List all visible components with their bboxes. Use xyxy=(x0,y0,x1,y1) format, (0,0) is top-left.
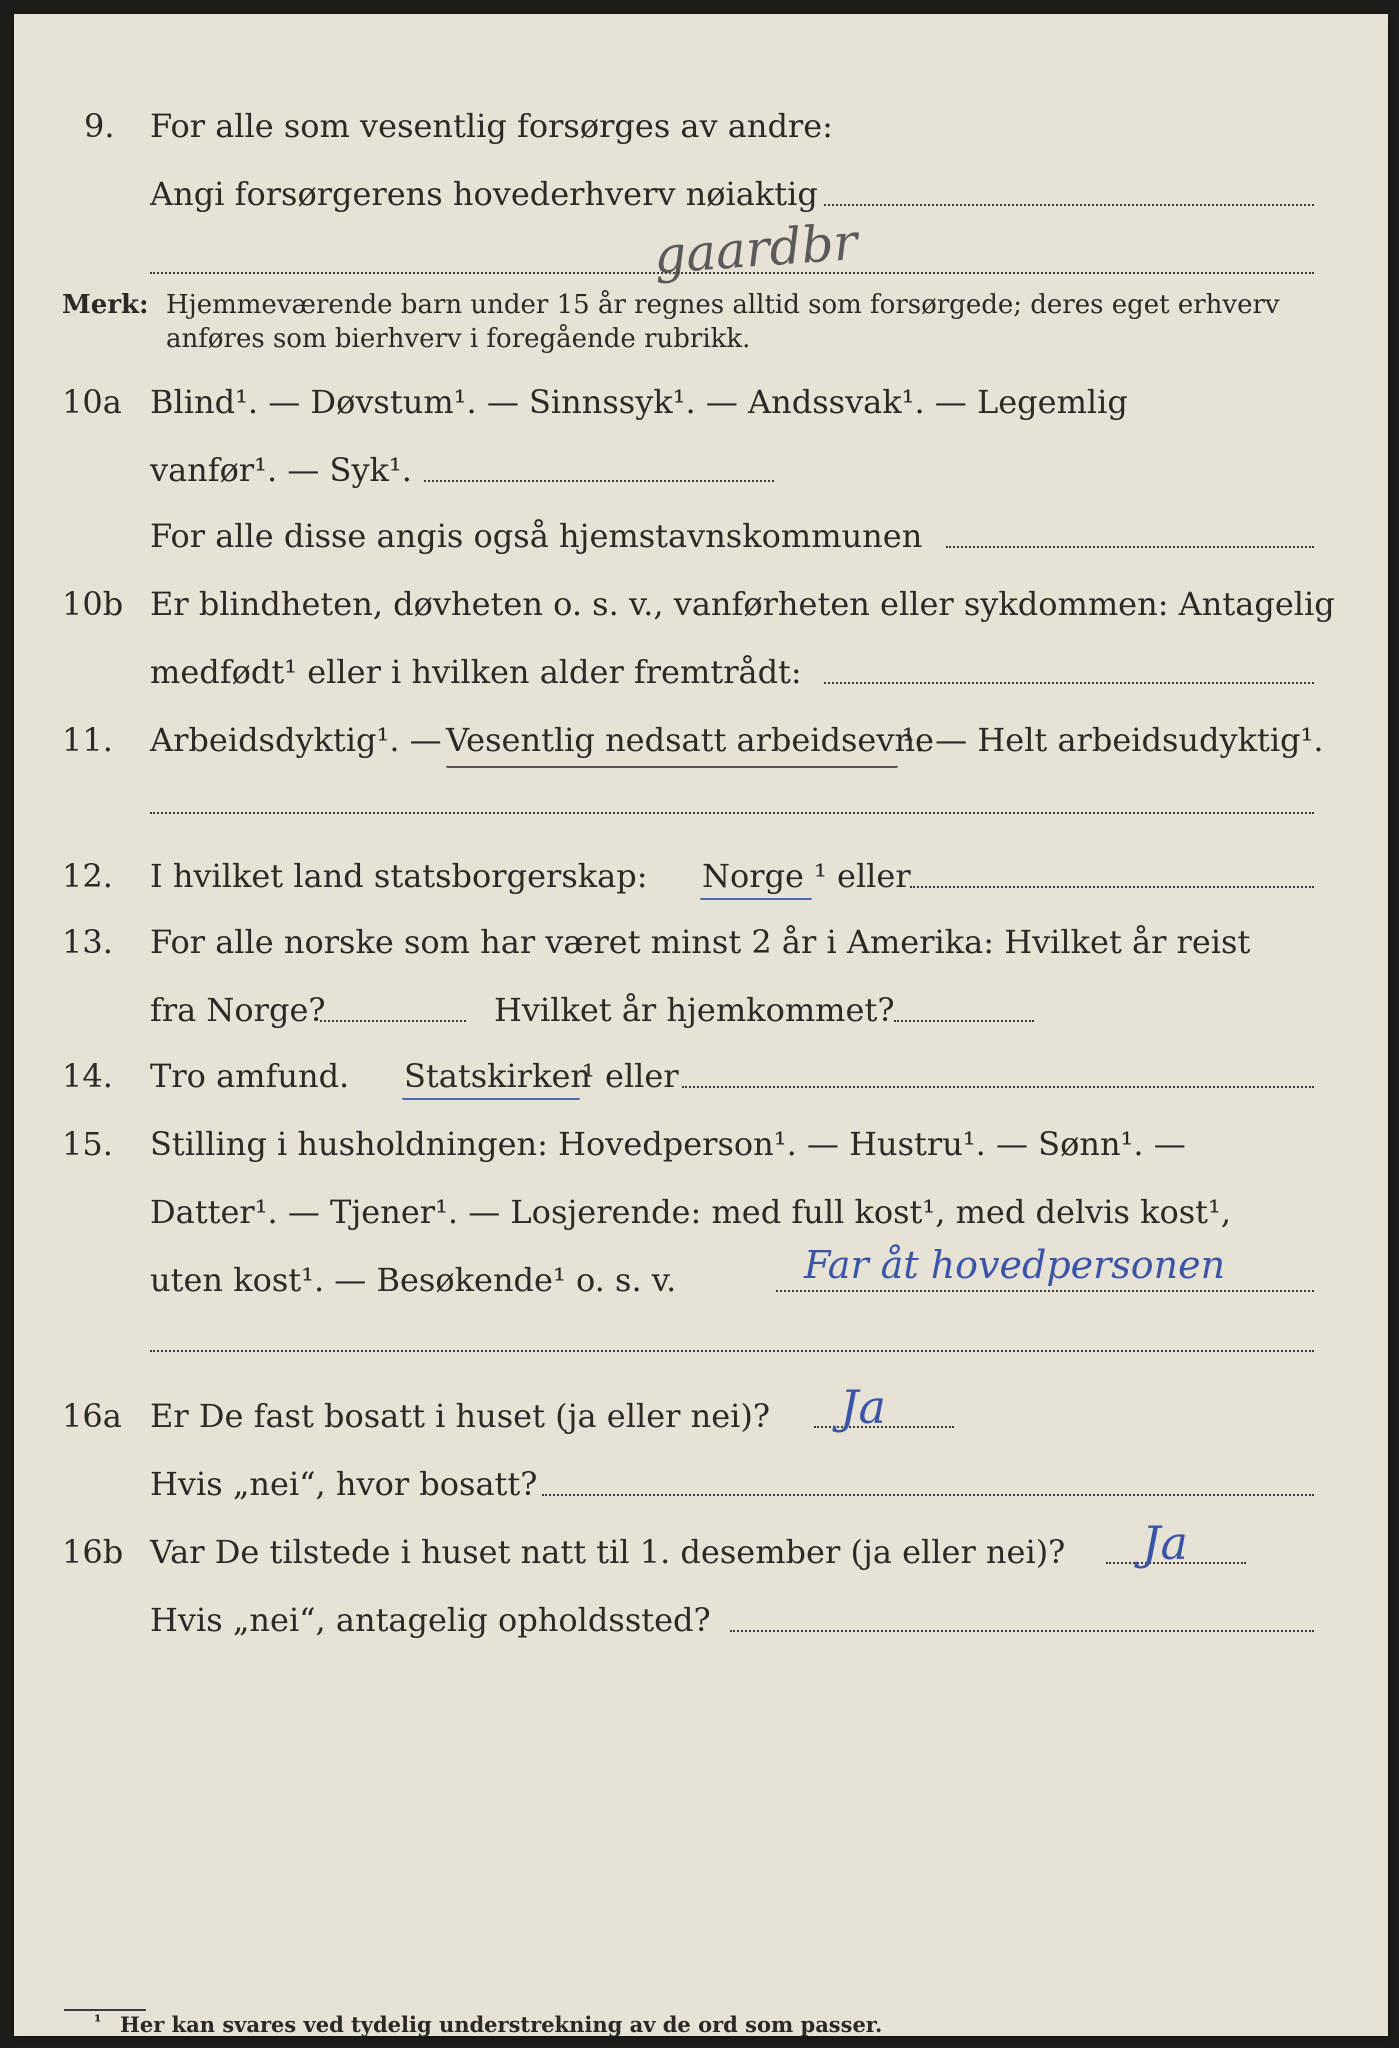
q16b-followup: Hvis „nei“, antagelig opholdssted? xyxy=(150,1601,711,1639)
q14-number: 14. xyxy=(62,1057,113,1095)
q11-option-unable: ¹. — Helt arbeidsudyktig¹. xyxy=(902,721,1324,759)
q12-option-norge: Norge xyxy=(702,857,804,895)
q15-line1: Stilling i husholdningen: Hovedperson¹. — Hustru¹. — Sønn¹. — xyxy=(150,1125,1186,1163)
q16b-number: 16b xyxy=(62,1533,124,1571)
q15-number: 15. xyxy=(62,1125,113,1163)
q10b-line1: Er blindheten, døvheten o. s. v., vanførheten eller sykdommen: Antagelig xyxy=(150,585,1335,623)
q12-question: I hvilket land statsborgerskap: xyxy=(150,857,648,895)
q11-reduced-underline xyxy=(446,766,898,768)
q9-line2: Angi forsørgerens hovederhverv nøiaktig xyxy=(150,175,818,213)
q10a-line1: Blind¹. — Døvstum¹. — Sinnssyk¹. — Andssvak¹. — Legemlig xyxy=(150,383,1128,421)
merk-line1: Hjemmeværende barn under 15 år regnes alltid som forsørgede; deres eget erhverv xyxy=(166,290,1280,320)
q13-emigrated-line xyxy=(320,1020,466,1022)
q11-answer-line xyxy=(150,812,1314,814)
q13-number: 13. xyxy=(62,923,113,961)
q13-returned-line xyxy=(894,1020,1034,1022)
q11-number: 11. xyxy=(62,721,113,759)
q12-option-other: ¹ eller xyxy=(814,857,911,895)
q14-label: Tro amfund. xyxy=(150,1057,350,1095)
q16a-followup: Hvis „nei“, hvor bosatt? xyxy=(150,1465,538,1503)
census-form-page xyxy=(14,14,1388,2036)
q13-emigrated-label: fra Norge? xyxy=(150,991,326,1029)
q16a-number: 16a xyxy=(62,1397,122,1435)
q15-answer-line-2 xyxy=(150,1350,1314,1352)
q10a-line2: vanfør¹. — Syk¹. xyxy=(150,451,412,489)
q11-option-able: Arbeidsdyktig¹. — xyxy=(150,721,442,759)
q14-answer-line xyxy=(682,1086,1314,1088)
q15-line2: Datter¹. — Tjener¹. — Losjerende: med full kost¹, med delvis kost¹, xyxy=(150,1193,1232,1231)
q9-line1: For alle som vesentlig forsørges av andre: xyxy=(150,107,833,145)
footnote-text: Her kan svares ved tydelig understrekning av de ord som passer. xyxy=(120,2012,883,2037)
q12-answer-line xyxy=(910,886,1314,888)
q11-option-reduced: Vesentlig nedsatt arbeidsevne xyxy=(446,721,934,759)
q12-norge-underline xyxy=(700,898,812,900)
q10b-line2: medfødt¹ eller i hvilken alder fremtrådt: xyxy=(150,653,802,691)
q10b-number: 10b xyxy=(62,585,124,623)
footnote-mark: ¹ xyxy=(94,2012,102,2032)
q10a-answer-line-2 xyxy=(946,546,1314,548)
q9-handwritten-answer: gaardbr xyxy=(652,212,860,286)
q13-line1: For alle norske som har været minst 2 år i Amerika: Hvilket år reist xyxy=(150,923,1251,961)
q10a-number: 10a xyxy=(62,383,122,421)
q16a-followup-line xyxy=(542,1494,1314,1496)
q14-option-other: ¹ eller xyxy=(582,1057,679,1095)
merk-line2: anføres som bierhverv i foregående rubrikk. xyxy=(166,324,751,354)
q15-line3: uten kost¹. — Besøkende¹ o. s. v. xyxy=(150,1261,677,1299)
q15-handwritten-answer: Far åt hovedpersonen xyxy=(804,1243,1226,1287)
q16a-handwritten-answer: Ja xyxy=(840,1380,886,1434)
footnote-separator xyxy=(64,2009,146,2011)
q10a-answer-line-1 xyxy=(424,480,774,482)
q9-number: 9. xyxy=(84,107,115,145)
q9-answer-line-2 xyxy=(150,272,1314,274)
merk-label: Merk: xyxy=(62,290,149,320)
q16b-handwritten-answer: Ja xyxy=(1142,1516,1188,1570)
q12-number: 12. xyxy=(62,857,113,895)
q10b-answer-line xyxy=(824,682,1314,684)
q14-statskirken-underline xyxy=(402,1098,580,1100)
q15-answer-line-1 xyxy=(776,1290,1314,1292)
q13-returned-label: Hvilket år hjemkommet? xyxy=(494,991,895,1029)
q16b-question: Var De tilstede i huset natt til 1. desember (ja eller nei)? xyxy=(150,1533,1066,1571)
q16a-question: Er De fast bosatt i huset (ja eller nei)? xyxy=(150,1397,771,1435)
q14-option-statskirken: Statskirken xyxy=(404,1057,591,1095)
q9-answer-line-1 xyxy=(824,204,1314,206)
q10a-line3: For alle disse angis også hjemstavnskommunen xyxy=(150,517,923,555)
q16b-followup-line xyxy=(730,1630,1314,1632)
